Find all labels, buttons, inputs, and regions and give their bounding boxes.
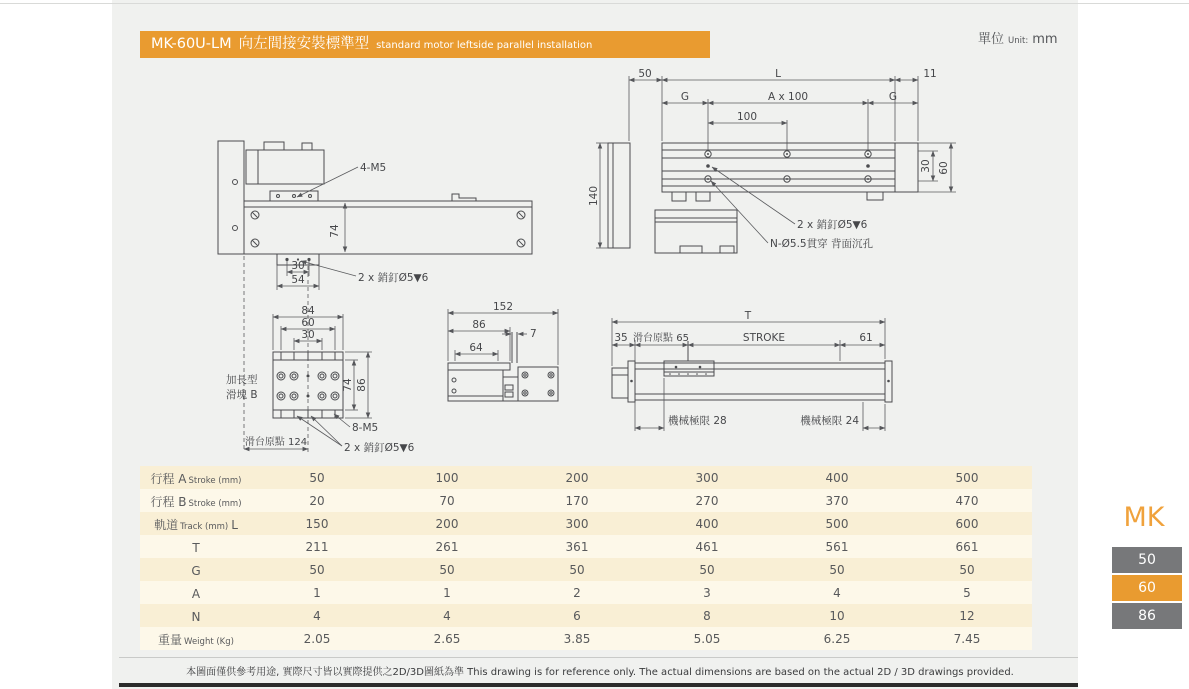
row-label (140, 491, 252, 510)
cell: 500 (825, 516, 849, 531)
cell: 10 (829, 608, 845, 623)
cell: 8 (703, 608, 711, 623)
table-row (140, 466, 1032, 489)
dim-L: L (775, 68, 781, 80)
cell: 300 (565, 516, 589, 531)
cell: 50 (439, 562, 455, 577)
row-label-zh: 重量 (158, 633, 183, 647)
footer-divider (119, 657, 1078, 658)
cell: 5.05 (693, 631, 721, 646)
cell: 300 (695, 470, 719, 485)
dim-60: 60 (938, 161, 950, 175)
dim-54: 54 (291, 274, 305, 286)
row-label-en: Track (mm) (180, 522, 229, 532)
footer-disclaimer: 本圖面僅供參考用途, 實際尺寸皆以實際提供之2D/3D圖紙為準 This drawing is for reference only. The actual dimensions are based on the actual 2D / 3D drawings provided. (186, 667, 1014, 678)
table-row (140, 558, 1032, 581)
cell: 2.05 (303, 631, 331, 646)
cell: 70 (439, 493, 455, 508)
row-label-en: Stroke (mm) (188, 476, 242, 486)
label-slider-b: 滑塊 B (226, 389, 258, 401)
cell: 461 (695, 539, 719, 554)
slider-block (270, 191, 318, 201)
dim-30: 30 (301, 329, 315, 341)
row-label (140, 537, 252, 556)
side-view-drawing (218, 141, 532, 290)
row-label-en: Weight (Kg) (184, 637, 234, 647)
cell: 4 (833, 585, 841, 600)
dim-64: 64 (469, 342, 483, 354)
label-pin: 2 x 銷釘Ø5▼6 (358, 272, 429, 284)
dim-Ax100: A x 100 (767, 91, 809, 103)
tab-mk-86[interactable]: 86 (1112, 603, 1182, 629)
dim-30: 30 (291, 260, 305, 272)
cell: 2 (573, 585, 581, 600)
cell: 20 (309, 493, 325, 508)
cell: 6.25 (823, 631, 851, 646)
cell: 50 (569, 562, 585, 577)
row-label (140, 629, 252, 648)
spec-table (140, 466, 1032, 650)
cell: 270 (695, 493, 719, 508)
table-row (140, 512, 1032, 535)
cell: 4 (443, 608, 451, 623)
cell: 3.85 (563, 631, 591, 646)
cell: 50 (829, 562, 845, 577)
row-label-zh: G (191, 564, 201, 578)
cell: 1 (443, 585, 451, 600)
unit-en: Unit: (1008, 36, 1029, 46)
motor-plan-outline (655, 210, 737, 253)
tab-mk-50[interactable]: 50 (1112, 547, 1182, 573)
tab-mk-60[interactable]: 60 (1112, 575, 1182, 601)
cell: 3 (703, 585, 711, 600)
table-row (140, 604, 1032, 627)
cell: 661 (955, 539, 979, 554)
dim-60: 60 (301, 317, 315, 329)
table-row (140, 489, 1032, 512)
unit-zh: 單位 (978, 32, 1005, 47)
label-table-origin: 滑台原點 124 (244, 437, 308, 448)
cell: 5 (963, 585, 971, 600)
dim-61: 61 (859, 332, 873, 344)
dim-74: 74 (342, 378, 354, 392)
dim-100: 100 (736, 111, 758, 123)
model-code: MK-60U-LM (151, 36, 232, 52)
dim-86: 86 (356, 378, 368, 392)
cell: 100 (435, 470, 459, 485)
row-label-zh: 行程 B (150, 495, 187, 509)
slider-top-view-drawing (226, 256, 415, 454)
label-extended-type: 加長型 (226, 374, 258, 386)
cell: 150 (305, 516, 329, 531)
unit-value: mm (1032, 32, 1058, 47)
row-label-en: Stroke (mm) (188, 499, 242, 509)
rail-outline (244, 201, 532, 254)
dim-7: 7 (530, 328, 537, 340)
label-limit-left: 機械極限 28 (668, 415, 727, 427)
dim-T: T (744, 310, 752, 322)
row-label-zh: 軌道 (154, 518, 179, 532)
row-label-zh: T (192, 541, 200, 555)
cell: 50 (309, 470, 325, 485)
label-nhole: N-Ø5.5貫穿 背面沉孔 (770, 238, 873, 250)
cell: 200 (565, 470, 589, 485)
table-row (140, 581, 1032, 604)
stroke-view-drawing (612, 310, 892, 431)
cell: 370 (825, 493, 849, 508)
cell: 400 (695, 516, 719, 531)
cell: 6 (573, 608, 581, 623)
dim-74: 74 (329, 224, 341, 238)
row-label-zh: 行程 A (150, 472, 187, 486)
dim-84: 84 (301, 305, 315, 317)
dim-50: 50 (638, 68, 652, 80)
row-label (140, 583, 252, 602)
cell: 12 (959, 608, 975, 623)
row-label (140, 560, 252, 579)
row-label-zh: N (191, 610, 201, 624)
table-row (140, 627, 1032, 650)
cell: 261 (435, 539, 459, 554)
label-4m5: 4-M5 (360, 162, 387, 174)
row-label (140, 468, 252, 487)
cell: 470 (955, 493, 979, 508)
dim-35: 35 (614, 332, 628, 344)
label-limit-right: 機械極限 24 (800, 415, 859, 427)
cell: 400 (825, 470, 849, 485)
dim-140: 140 (588, 185, 600, 207)
cell: 211 (305, 539, 329, 554)
cell: 361 (565, 539, 589, 554)
row-label (140, 606, 252, 625)
plan-view-drawing (588, 68, 956, 253)
bracket-plan-outline (608, 143, 630, 248)
dim-G-left: G (680, 91, 690, 103)
cell: 50 (699, 562, 715, 577)
cell: 500 (955, 470, 979, 485)
cell: 170 (565, 493, 589, 508)
title-chinese: 向左間接安裝標準型 (238, 36, 370, 52)
cell: 50 (959, 562, 975, 577)
row-label (140, 514, 252, 533)
cell: 50 (309, 562, 325, 577)
dim-11: 11 (923, 68, 937, 80)
dim-stroke: STROKE (742, 332, 786, 344)
label-8m5: 8-M5 (352, 422, 379, 434)
section-view-drawing (448, 301, 558, 401)
dim-30: 30 (920, 159, 932, 173)
cell: 7.45 (953, 631, 981, 646)
dim-G-right: G (888, 91, 898, 103)
label-pin: 2 x 銷釘Ø5▼6 (344, 442, 415, 454)
table-row (140, 535, 1032, 558)
title-english: standard motor leftside parallel installation (376, 40, 593, 51)
cell: 600 (955, 516, 979, 531)
cell: 4 (313, 608, 321, 623)
cell: 1 (313, 585, 321, 600)
cell: 2.65 (433, 631, 461, 646)
series-brand-mk: MK (1112, 496, 1176, 541)
cell: 561 (825, 539, 849, 554)
bottom-bar (119, 683, 1078, 687)
row-label-zh: A (191, 587, 201, 601)
dim-86: 86 (472, 319, 486, 331)
label-pin: 2 x 銷釘Ø5▼6 (797, 219, 868, 231)
dim-152: 152 (492, 301, 514, 313)
label-origin-65: 滑台原點 65 (633, 333, 689, 344)
cell: 200 (435, 516, 459, 531)
row-label-suffix: L (231, 518, 238, 532)
